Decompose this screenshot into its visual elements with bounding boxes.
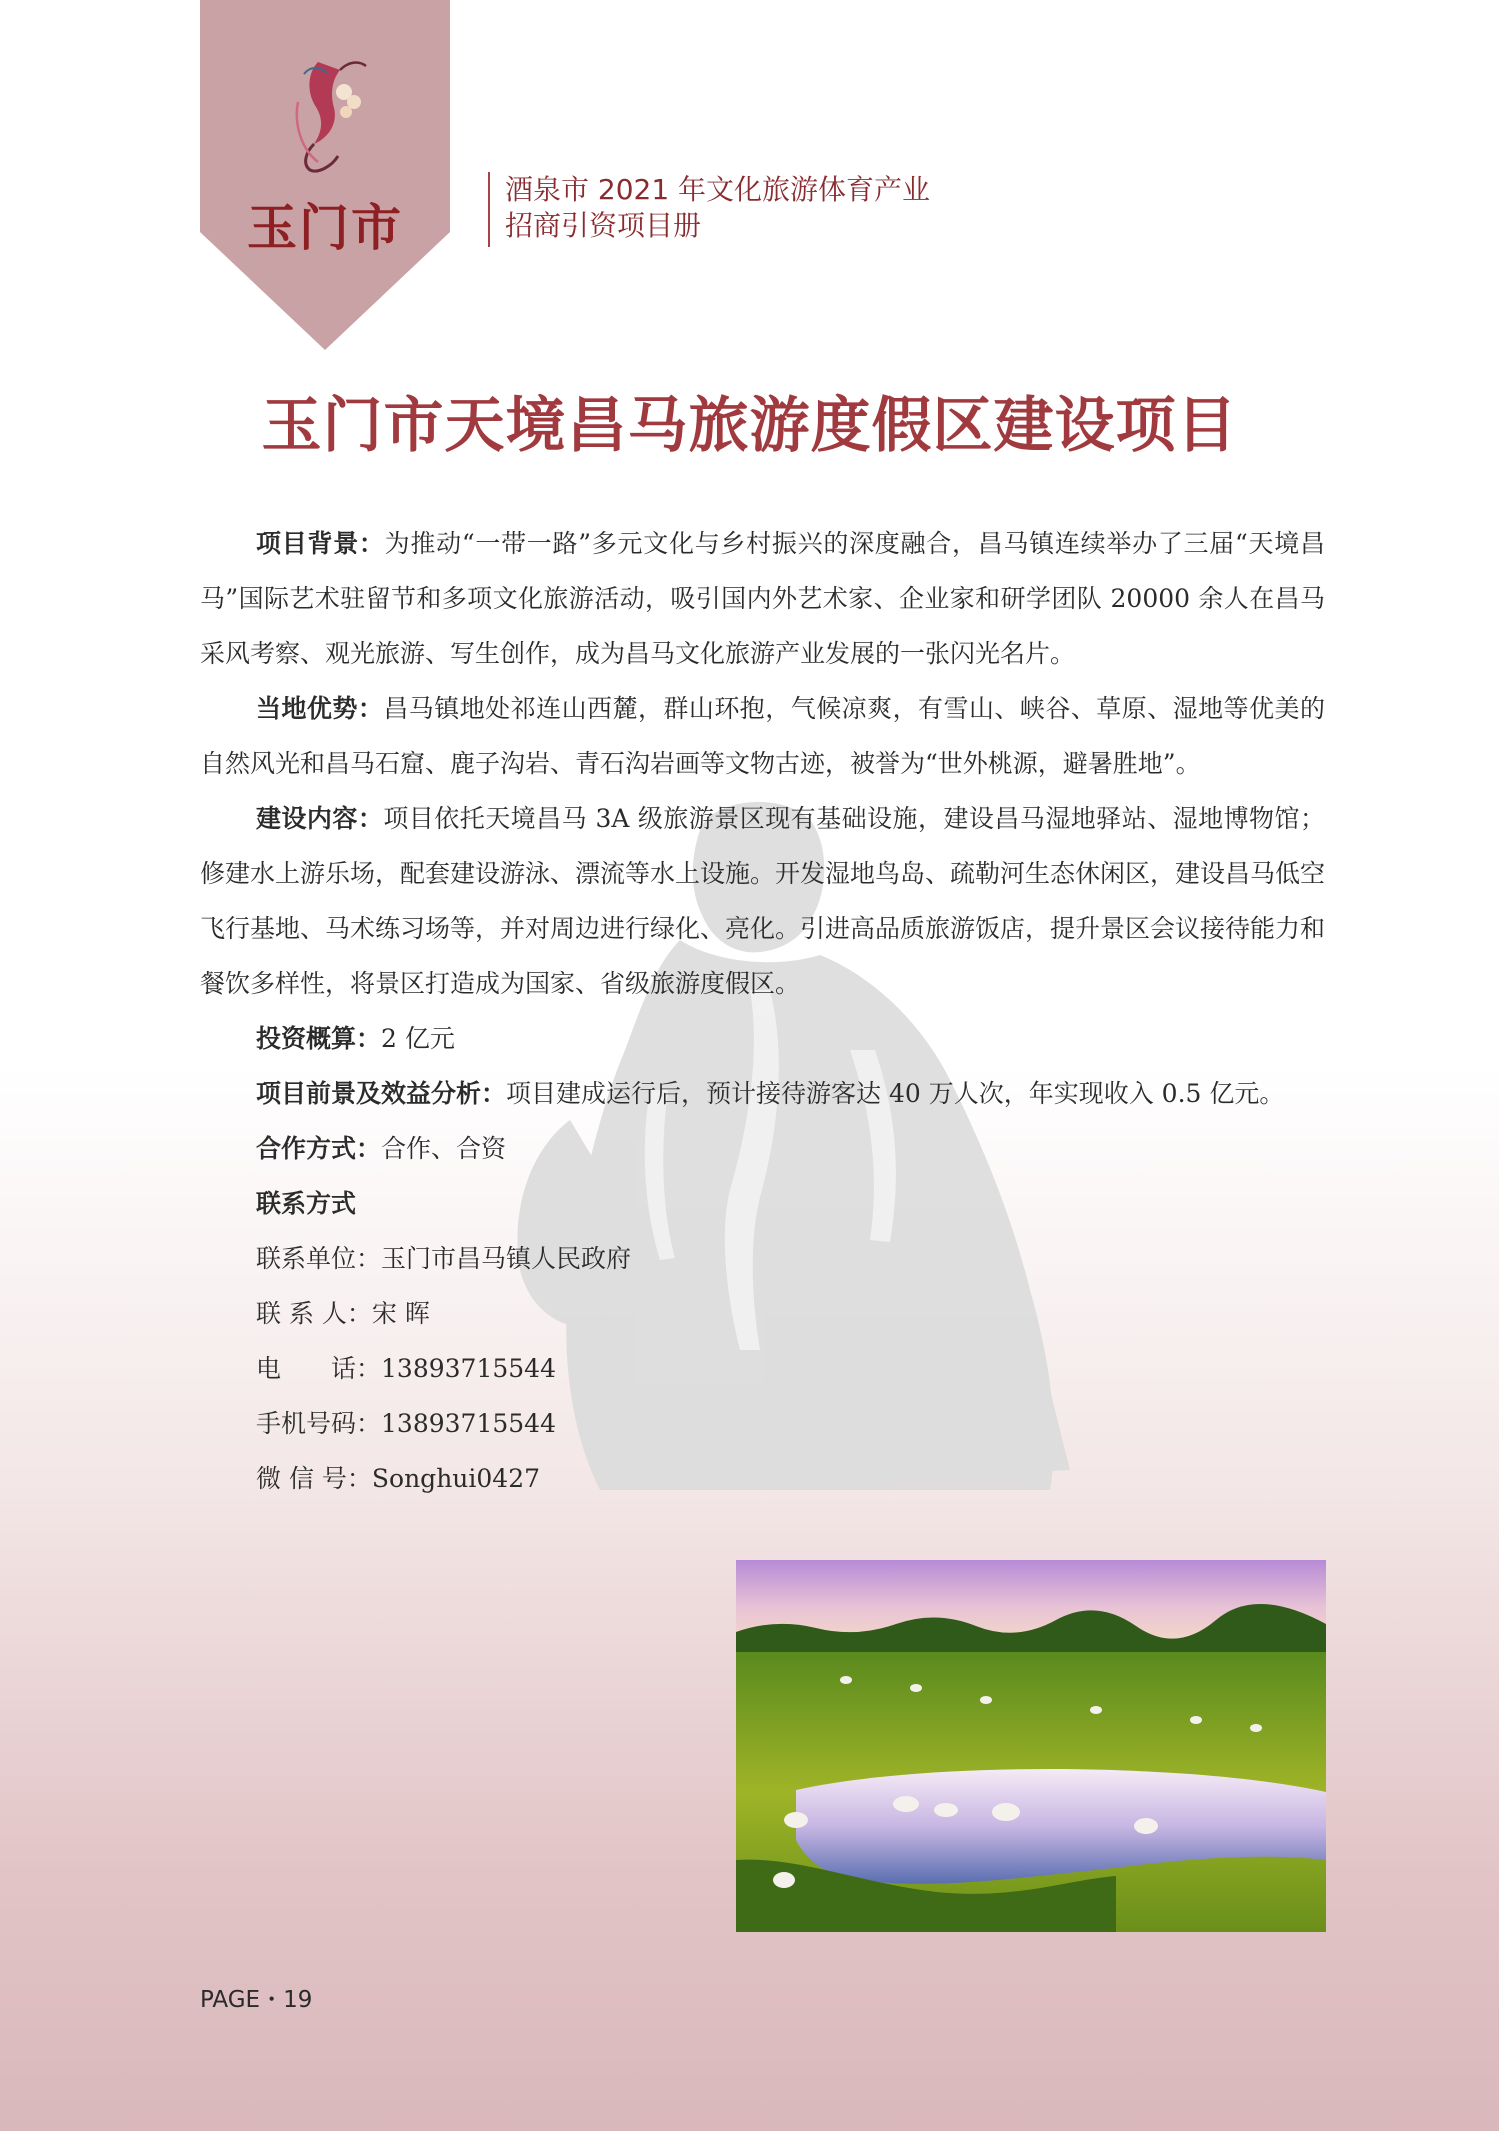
prospect-line: [200, 1066, 1325, 1121]
contact-person-label: 联 系 人：: [256, 1299, 372, 1328]
city-name: 玉门市: [247, 199, 403, 257]
contact-wechat: [200, 1451, 1325, 1506]
contact-mobile-value: 13893715544: [381, 1409, 556, 1438]
prospect-label: 项目前景及效益分析：: [256, 1079, 507, 1108]
contact-phone-value: 13893715544: [381, 1354, 556, 1383]
cooperation-label: 合作方式：: [256, 1134, 382, 1163]
booklet-title-line1: 酒泉市 2021 年文化旅游体育产业: [505, 173, 931, 206]
contact-unit: [200, 1231, 1325, 1286]
section-label: 项目背景：: [256, 529, 385, 558]
page-number: PAGE・19: [200, 1987, 313, 2013]
section-label: 当地优势：: [256, 694, 384, 723]
contact-person-value: 宋 晖: [371, 1299, 430, 1328]
page-title: 玉门市天境昌马旅游度假区建设项目: [261, 391, 1238, 461]
section-advantage: [200, 681, 1325, 791]
contact-wechat-value: Songhui0427: [371, 1464, 541, 1493]
contact-mobile-label: 手机号码：: [256, 1409, 382, 1438]
wetland-sheep-photo: [736, 1560, 1326, 1932]
contact-unit-label: 联系单位：: [256, 1244, 382, 1273]
prospect-value: 项目建成运行后，预计接待游客达 40 万人次，年实现收入 0.5 亿元。: [506, 1079, 1285, 1108]
project-content: [200, 516, 1325, 1506]
contact-heading-label: 联系方式: [256, 1189, 357, 1218]
contact-heading: [200, 1176, 1325, 1231]
booklet-title: [505, 172, 930, 244]
contact-phone-label: 电 话：: [256, 1354, 382, 1383]
header-banner: [200, 0, 450, 350]
investment-line: [200, 1011, 1325, 1066]
contact-person: [200, 1286, 1325, 1341]
investment-label: 投资概算：: [256, 1024, 382, 1053]
header-divider: [488, 172, 490, 247]
section-text: 为推动“一带一路”多元文化与乡村振兴的深度融合，昌马镇连续举办了三届“天境昌马”国际艺术驻留节和多项文化旅游活动，吸引国内外艺术家、企业家和研学团队 20000 余人在昌马采风考察、观光旅游、写生创作，成为昌马文化旅游产业发展的一张闪光名片。: [200, 529, 1325, 668]
cooperation-value: 合作、合资: [381, 1134, 507, 1163]
contact-mobile: [200, 1396, 1325, 1451]
booklet-title-line2: 招商引资项目册: [505, 209, 702, 242]
contact-phone: [200, 1341, 1325, 1396]
section-text: 项目依托天境昌马 3A 级旅游景区现有基础设施，建设昌马湿地驿站、湿地博物馆；修建水上游乐场，配套建设游泳、漂流等水上设施。开发湿地鸟岛、疏勒河生态休闲区，建设昌马低空飞行基地、马术练习场等，并对周边进行绿化、亮化。引进高品质旅游饭店，提升景区会议接待能力和餐饮多样性，将景区打造成为国家、省级旅游度假区。: [200, 804, 1326, 998]
section-background: [200, 516, 1325, 681]
investment-value: 2 亿元: [381, 1024, 455, 1053]
section-label: 建设内容：: [256, 804, 384, 833]
contact-unit-value: 玉门市昌马镇人民政府: [381, 1244, 632, 1273]
section-text: 昌马镇地处祁连山西麓，群山环抱，气候凉爽，有雪山、峡谷、草原、湿地等优美的自然风光和昌马石窟、鹿子沟岩、青石沟岩画等文物古迹，被誉为“世外桃源，避暑胜地”。: [200, 694, 1325, 778]
section-construction: [200, 791, 1325, 1011]
cooperation-line: [200, 1121, 1325, 1176]
contact-wechat-label: 微 信 号：: [256, 1464, 372, 1493]
